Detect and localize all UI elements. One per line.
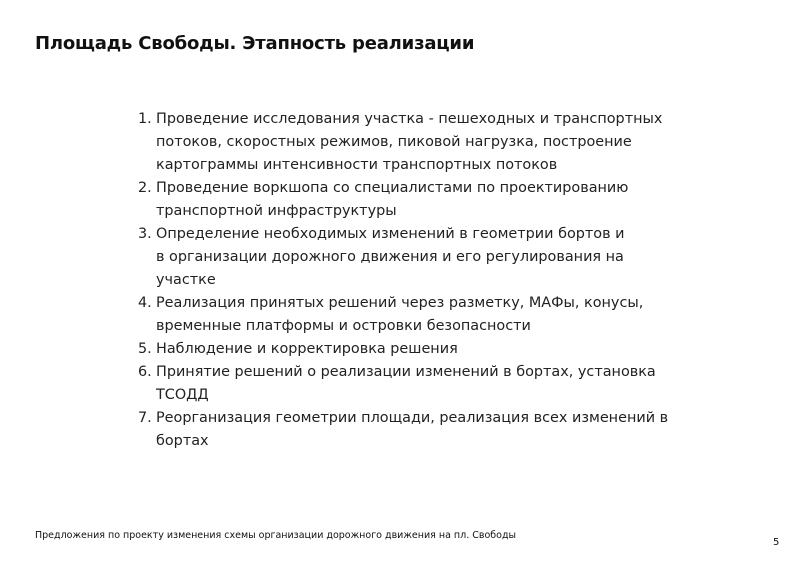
step-number: 6. xyxy=(138,364,152,380)
step-number: 1. xyxy=(138,111,152,127)
step-text xyxy=(156,338,678,361)
list-item xyxy=(138,177,678,223)
step-text xyxy=(156,108,678,177)
step-text xyxy=(156,361,678,407)
step-line: участке xyxy=(156,272,216,288)
step-line: потоков, скоростных режимов, пиковой нагрузка, построение xyxy=(156,134,632,150)
steps-list xyxy=(138,108,678,453)
list-item xyxy=(138,361,678,407)
step-number: 7. xyxy=(138,410,152,426)
list-item xyxy=(138,223,678,292)
page-number: 5 xyxy=(773,537,780,548)
step-number: 2. xyxy=(138,180,152,196)
list-item xyxy=(138,292,678,338)
step-line: транспортной инфраструктуры xyxy=(156,203,397,219)
step-line: Определение необходимых изменений в геометрии бортов и xyxy=(156,226,625,242)
step-line: Принятие решений о реализации изменений в бортах, установка xyxy=(156,364,656,380)
step-line: Реализация принятых решений через разметку, МАФы, конусы, xyxy=(156,295,644,311)
step-text xyxy=(156,292,678,338)
step-text xyxy=(156,223,678,292)
step-line: Проведение исследования участка - пешеходных и транспортных xyxy=(156,111,663,127)
page-title: Площадь Свободы. Этапность реализации xyxy=(35,33,475,54)
step-text xyxy=(156,177,678,223)
step-line: ТСОДД xyxy=(156,387,209,403)
step-text xyxy=(156,407,678,453)
step-number: 4. xyxy=(138,295,152,311)
step-line: бортах xyxy=(156,433,209,449)
step-line: картограммы интенсивности транспортных потоков xyxy=(156,157,558,173)
step-line: временные платформы и островки безопасности xyxy=(156,318,531,334)
list-item xyxy=(138,338,678,361)
step-line: Проведение воркшопа со специалистами по проектированию xyxy=(156,180,629,196)
list-item xyxy=(138,407,678,453)
footer-caption: Предложения по проекту изменения схемы организации дорожного движения на пл. Свободы xyxy=(35,530,517,541)
step-line: в организации дорожного движения и его регулирования на xyxy=(156,249,624,265)
list-item xyxy=(138,108,678,177)
step-line: Реорганизация геометрии площади, реализация всех изменений в xyxy=(156,410,669,426)
step-number: 3. xyxy=(138,226,152,242)
step-number: 5. xyxy=(138,341,152,357)
step-line: Наблюдение и корректировка решения xyxy=(156,341,458,357)
